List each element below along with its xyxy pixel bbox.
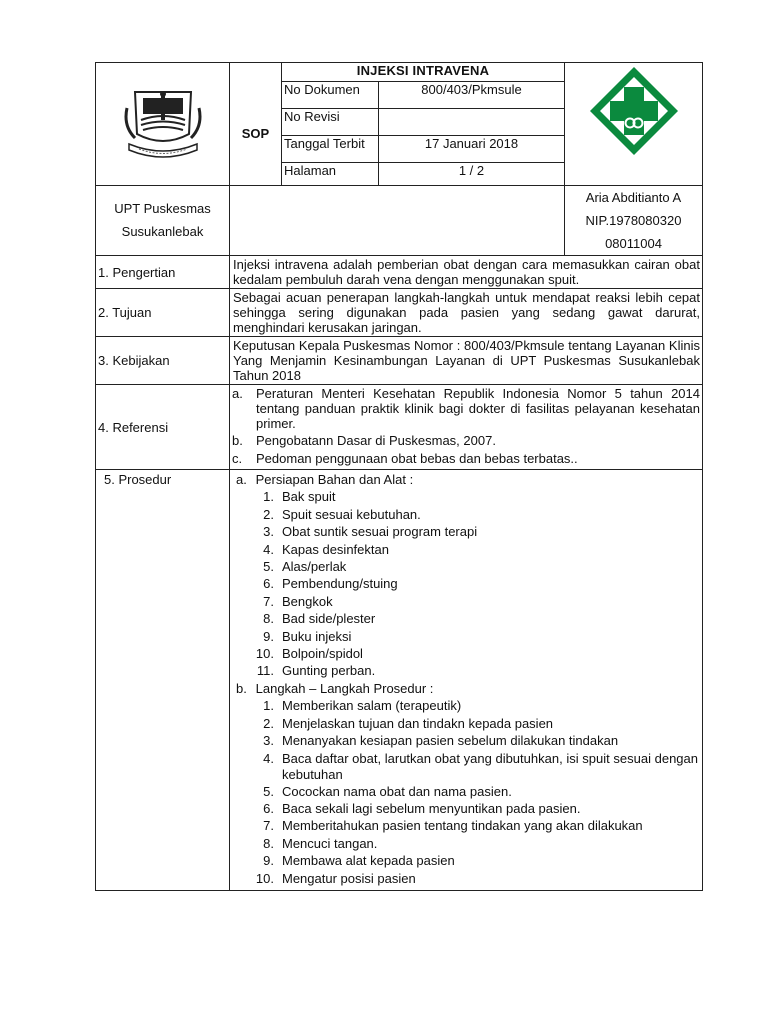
list-number: 3. — [263, 524, 274, 540]
list-item — [236, 662, 698, 679]
equipment-list — [236, 488, 698, 679]
list-number: 6. — [263, 800, 274, 816]
list-item — [236, 610, 698, 627]
list-number: 5. — [263, 783, 274, 799]
section-label-tujuan: 2. Tujuan — [96, 289, 230, 337]
list-item — [236, 870, 698, 887]
reference-marker: a. — [232, 386, 243, 401]
puskesmas-logo-cell — [565, 63, 703, 163]
section-label-kebijakan: 3. Kebijakan — [96, 337, 230, 385]
reference-text: Peraturan Menteri Kesehatan Republik Indonesia Nomor 5 tahun 2014 tentang panduan praktik klinik bagi dokter di fasilitas pelayanan kesehatan primer. — [256, 386, 700, 431]
list-number: 6. — [263, 576, 274, 592]
procedure-part-title: Persiapan Bahan dan Alat : — [255, 472, 414, 487]
section-text-kebijakan: Keputusan Kepala Puskesmas Nomor : 800/403/Pkmsule tentang Layanan Klinis Yang Menjamin Kesinambungan Layanan di UPT Puskesmas Susukanlebak Tahun 2018 — [230, 337, 703, 385]
section-prosedur — [230, 470, 703, 891]
list-item — [236, 523, 698, 540]
sop-label-text: SOP — [241, 126, 270, 141]
document-header-table — [95, 62, 703, 256]
field-label: Tanggal Terbit — [282, 135, 379, 162]
reference-marker: c. — [232, 451, 243, 466]
list-text: Memberitahukan pasien tentang tindakan yang akan dilakukan — [282, 818, 643, 834]
list-number: 10. — [255, 646, 274, 662]
section-referensi-list — [230, 385, 703, 470]
list-number: 9. — [263, 853, 274, 869]
list-item — [236, 750, 698, 783]
list-text: Mengatur posisi pasien — [282, 870, 416, 886]
list-text: Obat suntik sesuai program terapi — [282, 524, 478, 540]
sop-cell — [230, 63, 282, 163]
list-text: Membawa alat kepada pasien — [282, 853, 455, 869]
list-item — [236, 715, 698, 732]
signatory-nip-line2: 08011004 — [605, 235, 662, 251]
section-label-pengertian: 1. Pengertian — [96, 256, 230, 289]
list-text: Bad side/plester — [282, 611, 376, 627]
list-item — [236, 628, 698, 645]
list-item — [236, 558, 698, 575]
field-label: No Revisi — [282, 108, 379, 135]
list-number: 8. — [263, 611, 274, 627]
list-number: 1. — [263, 698, 274, 714]
list-number: 3. — [263, 733, 274, 749]
list-number: 2. — [263, 715, 274, 731]
organization-cell — [96, 185, 230, 255]
list-text: Bak spuit — [282, 489, 336, 505]
list-text: Bengkok — [282, 593, 333, 609]
list-item — [236, 593, 698, 610]
puskesmas-logo-icon — [586, 63, 682, 159]
procedure-part-marker: b. — [236, 680, 247, 696]
organization-line2: Susukanlebak — [121, 224, 204, 239]
section-text-pengertian: Injeksi intravena adalah pemberian obat dengan cara memasukkan cairan obat kedalam pembuluh darah vena dengan menggunakan spuit. — [230, 256, 703, 289]
list-item — [236, 488, 698, 505]
signatory-nip-line1: NIP.1978080320 — [585, 212, 682, 228]
list-number: 2. — [263, 506, 274, 522]
blank-header-cell — [230, 185, 565, 255]
list-number: 7. — [263, 593, 274, 609]
steps-list — [236, 697, 698, 887]
procedure-part-marker: a. — [236, 472, 247, 487]
list-text: Memberikan salam (terapeutik) — [282, 698, 462, 714]
document-title: INJEKSI INTRAVENA — [282, 63, 565, 82]
list-item — [236, 800, 698, 817]
list-text: Bolpoin/spidol — [282, 646, 363, 662]
list-item — [236, 783, 698, 800]
reference-text: Pengobatann Dasar di Puskesmas, 2007. — [256, 433, 496, 448]
list-item — [236, 817, 698, 834]
field-label: Halaman — [282, 162, 379, 185]
regional-logo-cell — [96, 63, 230, 186]
list-text: Menjelaskan tujuan dan tindakn kepada pasien — [282, 715, 554, 731]
list-text: Cocockan nama obat dan nama pasien. — [282, 783, 512, 799]
section-label-prosedur: 5. Prosedur — [96, 470, 230, 891]
field-value-page: 1 / 2 — [379, 162, 565, 185]
list-number: 8. — [263, 835, 274, 851]
reference-item — [230, 386, 702, 431]
list-item — [236, 835, 698, 852]
field-value-revision — [379, 108, 565, 135]
list-text: Gunting perban. — [282, 663, 376, 679]
section-label-referensi: 4. Referensi — [96, 385, 230, 470]
list-text: Alas/perlak — [282, 559, 347, 575]
puskesmas-logo-spacer — [565, 162, 703, 185]
signatory-cell — [565, 185, 703, 255]
reference-item — [230, 433, 702, 448]
list-text: Mencuci tangan. — [282, 835, 378, 851]
list-number: 1. — [263, 489, 274, 505]
list-text: Baca daftar obat, larutkan obat yang dibutuhkan, isi spuit sesuai dengan kebutuhan — [282, 750, 698, 782]
sop-label — [230, 126, 282, 185]
list-item — [236, 732, 698, 749]
list-text: Spuit sesuai kebutuhan. — [282, 506, 421, 522]
regional-emblem-icon — [117, 82, 209, 162]
field-label: No Dokumen — [282, 81, 379, 108]
section-text-tujuan: Sebagai acuan penerapan langkah-langkah untuk mendapat reaksi lebih cepat sehingga sering digunakan pada pasien yang sedang gawat darurat, menghindari kerusakan jaringan. — [230, 289, 703, 337]
list-text: Buku injeksi — [282, 628, 352, 644]
list-number: 7. — [263, 818, 274, 834]
field-value-document-number: 800/403/Pkmsule — [379, 81, 565, 108]
procedure-part-b-title — [236, 680, 698, 697]
list-item — [236, 645, 698, 662]
signatory-name: Aria Abditianto A — [585, 189, 682, 205]
list-number: 10. — [255, 870, 274, 886]
organization-line1: UPT Puskesmas — [114, 201, 211, 216]
list-item — [236, 697, 698, 714]
list-text: Baca sekali lagi sebelum menyuntikan pada pasien. — [282, 800, 581, 816]
list-number: 9. — [263, 628, 274, 644]
reference-item — [230, 451, 702, 466]
list-item — [236, 506, 698, 523]
list-number: 11. — [256, 663, 274, 679]
reference-text: Pedoman penggunaan obat bebas dan bebas terbatas.. — [256, 451, 578, 466]
sop-content-table — [95, 255, 703, 891]
list-item — [236, 575, 698, 592]
list-text: Menanyakan kesiapan pasien sebelum dilakukan tindakan — [282, 733, 619, 749]
list-text: Kapas desinfektan — [282, 541, 389, 557]
procedure-part-a-title — [236, 471, 698, 488]
list-number: 4. — [263, 541, 274, 557]
field-value-issue-date: 17 Januari 2018 — [379, 135, 565, 162]
list-item — [236, 852, 698, 869]
list-text: Pembendung/stuing — [282, 576, 398, 592]
list-number: 4. — [263, 750, 274, 766]
reference-marker: b. — [232, 433, 243, 448]
list-number: 5. — [263, 559, 274, 575]
procedure-part-title: Langkah – Langkah Prosedur : — [255, 680, 434, 696]
list-item — [236, 541, 698, 558]
